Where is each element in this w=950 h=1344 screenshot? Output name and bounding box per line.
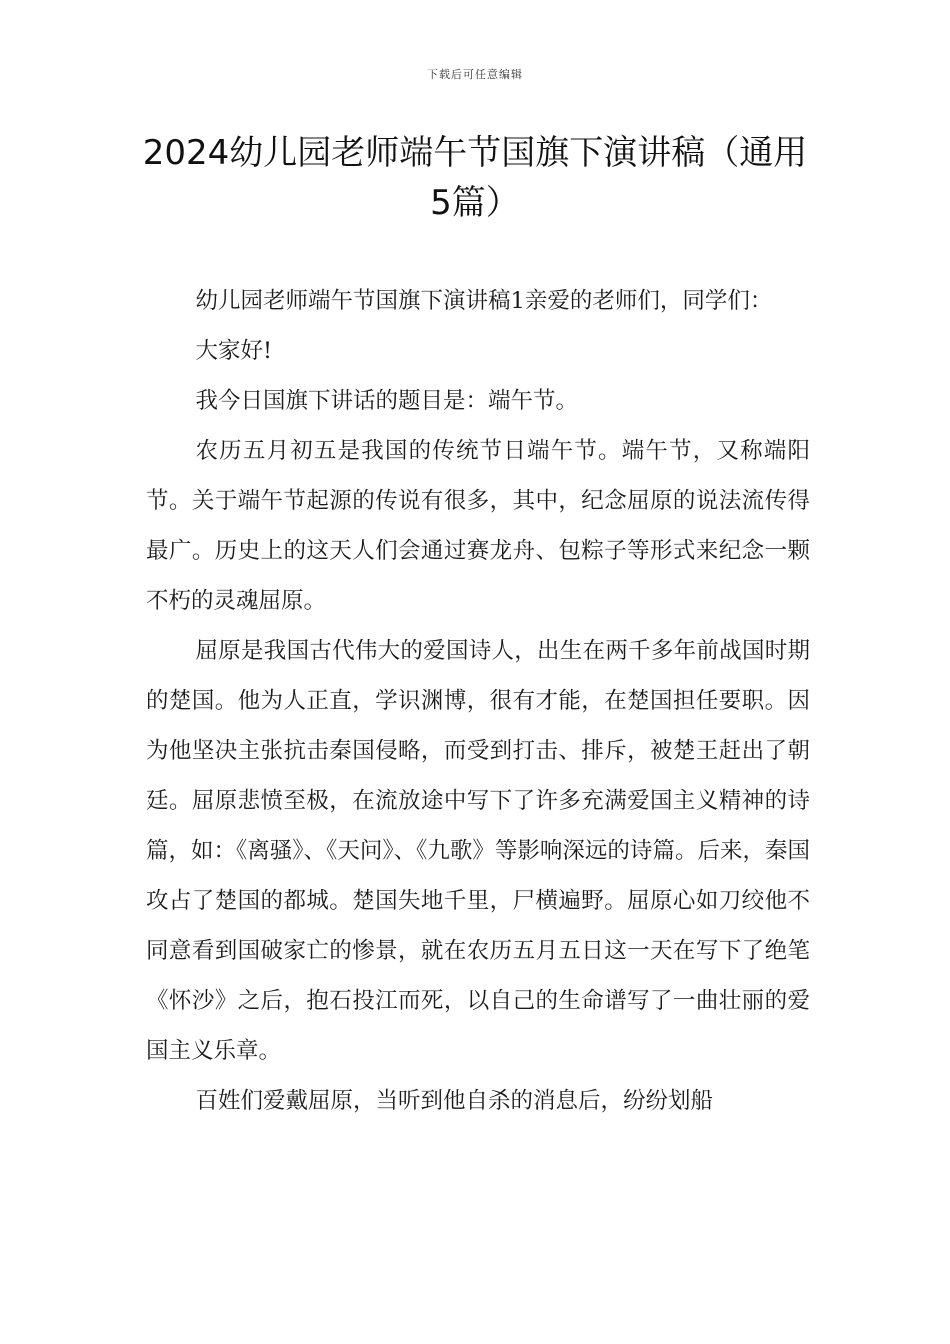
paragraph: 大家好! (195, 338, 273, 364)
paragraph: 农历五月初五是我国的传统节日端午节。端午节，又称端阳节。关于端午节起源的传说有很多，其中，纪念屈原的说法流传得最广。历史上的这天人们会通过赛龙舟、包粽子等形式来纪念一颗不朽的灵魂屈原。 (146, 438, 810, 614)
paragraph: 我今日国旗下讲话的题目是：端午节。 (195, 388, 579, 414)
paragraph: 百姓们爱戴屈原，当听到他自杀的消息后，纷纷划船 (195, 1088, 714, 1114)
paragraph: 幼儿园老师端午节国旗下演讲稿1亲爱的老师们，同学们： (195, 288, 773, 314)
header-note: 下载后可任意编辑 (427, 68, 523, 81)
paragraph: 屈原是我国古代伟大的爱国诗人，出生在两千多年前战国时期的楚国。他为人正直，学识渊博，很有才能，在楚国担任要职。因为他坚决主张抗击秦国侵略，而受到打击、排斥，被楚王赶出了朝廷。屈原悲愤至极，在流放途中写下了许多充满爱国主义精神的诗篇，如：《离骚》、《天问》、《九歌》等影响深远的诗篇。后来，秦国攻占了楚国的都城。楚国失地千里，尸横遍野。屈原心如刀绞他不同意看到国破家亡的惨景，就在农历五月五日这一天在写下了绝笔《怀沙》之后，抱石投江而死，以自己的生命谱写了一曲壮丽的爱国主义乐章。 (146, 638, 810, 1064)
document-body (146, 276, 810, 1126)
page-title: 2024幼儿园老师端午节国旗下演讲稿（通用5篇） (142, 133, 808, 223)
